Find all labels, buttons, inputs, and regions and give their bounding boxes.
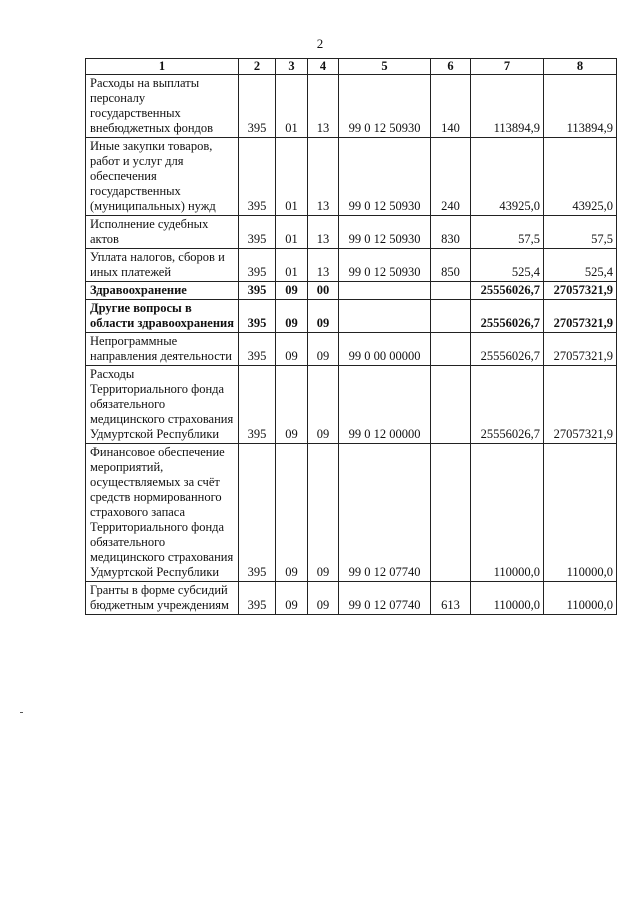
row-target: 99 0 12 07740 <box>339 444 431 582</box>
row-subsection: 13 <box>308 249 339 282</box>
row-sum1: 525,4 <box>471 249 544 282</box>
row-section: 09 <box>276 582 308 615</box>
row-target <box>339 282 431 300</box>
table-row <box>86 366 617 444</box>
row-section: 01 <box>276 249 308 282</box>
row-code: 395 <box>239 366 276 444</box>
row-subsection: 09 <box>308 366 339 444</box>
header-cell: 4 <box>308 59 339 75</box>
table-row <box>86 282 617 300</box>
row-sum2: 27057321,9 <box>544 282 617 300</box>
page-number: 2 <box>316 36 324 51</box>
row-code: 395 <box>239 216 276 249</box>
row-code: 395 <box>239 75 276 138</box>
row-target: 99 0 12 50930 <box>339 138 431 216</box>
row-section: 01 <box>276 216 308 249</box>
header-cell: 1 <box>86 59 239 75</box>
row-target: 99 0 12 07740 <box>339 582 431 615</box>
row-name: Расходы на выплаты персоналу государственных внебюджетных фондов <box>86 75 239 138</box>
row-sum1: 25556026,7 <box>471 300 544 333</box>
table-row <box>86 138 617 216</box>
row-sum2: 27057321,9 <box>544 333 617 366</box>
row-name: Расходы Территориального фонда обязательного медицинского страхования Удмуртской Республики <box>86 366 239 444</box>
row-name: Уплата налогов, сборов и иных платежей <box>86 249 239 282</box>
row-code: 395 <box>239 444 276 582</box>
row-type <box>431 333 471 366</box>
row-type <box>431 444 471 582</box>
row-sum2: 27057321,9 <box>544 300 617 333</box>
row-subsection: 09 <box>308 444 339 582</box>
row-type: 240 <box>431 138 471 216</box>
row-type <box>431 282 471 300</box>
row-sum1: 43925,0 <box>471 138 544 216</box>
row-section: 09 <box>276 282 308 300</box>
row-type: 140 <box>431 75 471 138</box>
row-type: 850 <box>431 249 471 282</box>
row-code: 395 <box>239 300 276 333</box>
row-code: 395 <box>239 249 276 282</box>
row-sum1: 57,5 <box>471 216 544 249</box>
table-row <box>86 300 617 333</box>
row-subsection: 13 <box>308 75 339 138</box>
table-row <box>86 216 617 249</box>
row-subsection: 13 <box>308 216 339 249</box>
header-cell: 7 <box>471 59 544 75</box>
row-target <box>339 300 431 333</box>
row-name: Финансовое обеспечение мероприятий, осуществляемых за счёт средств нормированного страхового запаса Территориального фонда обязательного медицинского страхования Удмуртской Республики <box>86 444 239 582</box>
table-row <box>86 333 617 366</box>
row-section: 09 <box>276 333 308 366</box>
header-cell: 6 <box>431 59 471 75</box>
row-type: 830 <box>431 216 471 249</box>
row-subsection: 09 <box>308 582 339 615</box>
row-name: Другие вопросы в области здравоохранения <box>86 300 239 333</box>
row-sum1: 25556026,7 <box>471 282 544 300</box>
row-subsection: 09 <box>308 300 339 333</box>
row-code: 395 <box>239 138 276 216</box>
header-cell: 5 <box>339 59 431 75</box>
table-row <box>86 75 617 138</box>
row-sum2: 43925,0 <box>544 138 617 216</box>
table-row <box>86 444 617 582</box>
row-type <box>431 300 471 333</box>
row-code: 395 <box>239 282 276 300</box>
header-cell: 3 <box>276 59 308 75</box>
row-name: Непрограммные направления деятельности <box>86 333 239 366</box>
row-sum2: 110000,0 <box>544 444 617 582</box>
row-subsection: 13 <box>308 138 339 216</box>
row-target: 99 0 12 50930 <box>339 216 431 249</box>
row-section: 01 <box>276 75 308 138</box>
header-cell: 2 <box>239 59 276 75</box>
row-type <box>431 366 471 444</box>
scan-mark <box>20 712 23 713</box>
row-sum2: 27057321,9 <box>544 366 617 444</box>
row-section: 09 <box>276 444 308 582</box>
row-name: Гранты в форме субсидий бюджетным учреждениям <box>86 582 239 615</box>
row-subsection: 00 <box>308 282 339 300</box>
row-sum1: 113894,9 <box>471 75 544 138</box>
row-sum1: 25556026,7 <box>471 333 544 366</box>
table-row <box>86 582 617 615</box>
row-target: 99 0 12 50930 <box>339 249 431 282</box>
row-sum1: 110000,0 <box>471 582 544 615</box>
row-code: 395 <box>239 582 276 615</box>
header-row <box>86 59 617 75</box>
header-cell: 8 <box>544 59 617 75</box>
row-sum1: 25556026,7 <box>471 366 544 444</box>
row-target: 99 0 12 50930 <box>339 75 431 138</box>
row-type: 613 <box>431 582 471 615</box>
row-name: Здравоохранение <box>86 282 239 300</box>
row-sum2: 110000,0 <box>544 582 617 615</box>
row-sum1: 110000,0 <box>471 444 544 582</box>
row-target: 99 0 12 00000 <box>339 366 431 444</box>
row-target: 99 0 00 00000 <box>339 333 431 366</box>
row-sum2: 113894,9 <box>544 75 617 138</box>
row-code: 395 <box>239 333 276 366</box>
budget-table <box>85 58 617 615</box>
row-sum2: 525,4 <box>544 249 617 282</box>
row-section: 09 <box>276 300 308 333</box>
table-row <box>86 249 617 282</box>
row-name: Исполнение судебных актов <box>86 216 239 249</box>
row-section: 01 <box>276 138 308 216</box>
row-subsection: 09 <box>308 333 339 366</box>
row-name: Иные закупки товаров, работ и услуг для обеспечения государственных (муниципальных) нужд <box>86 138 239 216</box>
row-section: 09 <box>276 366 308 444</box>
row-sum2: 57,5 <box>544 216 617 249</box>
